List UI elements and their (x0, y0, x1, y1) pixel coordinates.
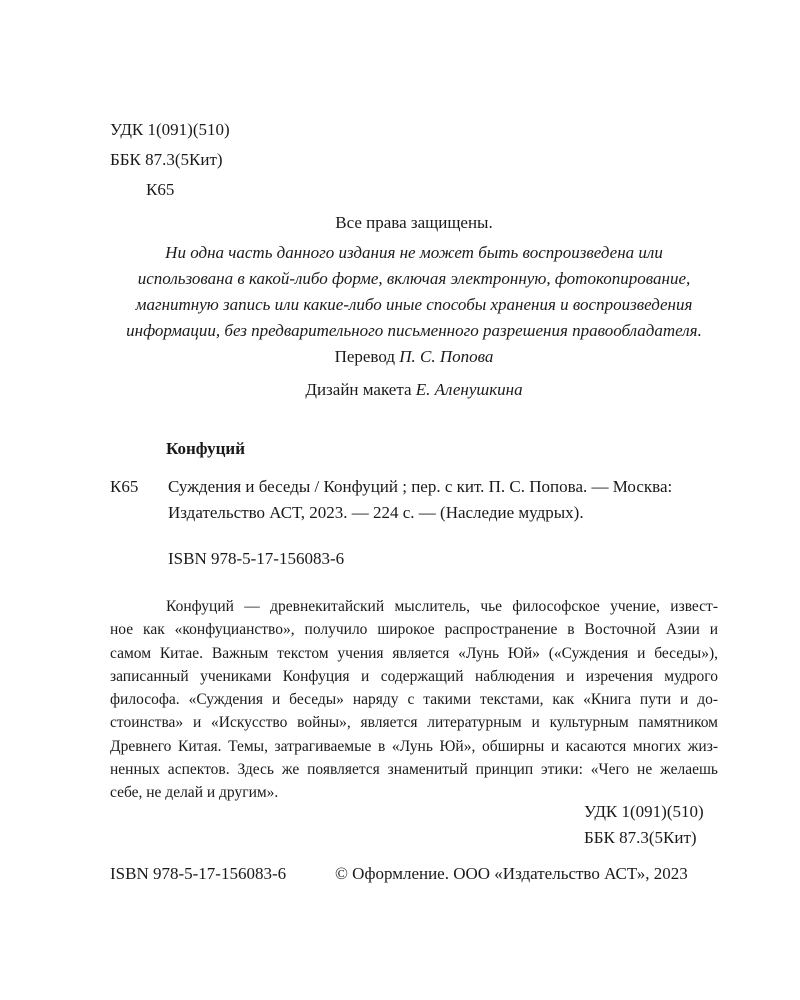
index-udk: УДК 1(091)(510) (584, 802, 704, 821)
annotation (110, 595, 718, 805)
biblio-author: Конфуций (166, 439, 245, 458)
annotation-line: ное как «конфуцианство», получило широкое распространение в Восточной Азии и (110, 621, 718, 639)
translation-label: Перевод (334, 347, 396, 366)
annotation-line: ненных аспектов. Здесь же появляется знаменитый принцип этики: «Чего не желаешь (110, 761, 718, 779)
rights-notice-line: магнитную запись или какие-либо иные способы хранения и воспроизведения (135, 295, 693, 314)
footer-copyright: © Оформление. ООО «Издательство АСТ», 2023 (335, 864, 688, 883)
biblio-publisher-line: Издательство АСТ, 2023. — 224 с. — (Наследие мудрых). (168, 503, 584, 522)
rights-notice-line: информации, без предварительного письменного разрешения правообладателя. (126, 321, 702, 340)
design-credit (110, 378, 718, 402)
biblio-mark: К65 (110, 477, 139, 496)
annotation-line: Древнего Китая. Темы, затрагиваемые в «Лунь Юй», обширны и касаются многих жиз- (110, 737, 718, 755)
biblio-isbn: ISBN 978-5-17-156083-6 (168, 549, 345, 568)
index-bbk: ББК 87.3(5Кит) (584, 828, 697, 847)
annotation-line: себе, не делай и другим». (110, 784, 279, 802)
annotation-line: философа. «Суждения и беседы» наряду с такими текстами, как «Книга пути и до- (110, 691, 718, 709)
translator-name: П. С. Попова (399, 347, 494, 366)
annotation-line: самом Китае. Важным текстом учения является «Лунь Юй» («Суждения и беседы»), (110, 644, 718, 662)
biblio-title-line: Суждения и беседы / Конфуций ; пер. с кит. П. С. Попова. — Москва: (168, 477, 673, 496)
rights-notice-line: использована в какой-либо форме, включая электронную, фотокопирование, (137, 269, 691, 288)
rights-notice (110, 240, 718, 344)
bbk-code: ББК 87.3(5Кит) (110, 150, 223, 169)
design-label: Дизайн макета (305, 380, 412, 399)
annotation-line: Конфуций — древнекитайский мыслитель, чье философское учение, извест- (166, 598, 718, 615)
author-mark: К65 (146, 180, 175, 199)
translation-credit (110, 345, 718, 369)
annotation-line: стоинства» и «Искусство войны», является литературным и культурным памятником (110, 714, 718, 732)
rights-notice-line: Ни одна часть данного издания не может быть воспроизведена или (165, 243, 663, 262)
footer-isbn: ISBN 978-5-17-156083-6 (110, 864, 287, 883)
rights-title: Все права защищены. (335, 213, 493, 232)
udk-code: УДК 1(091)(510) (110, 120, 230, 139)
annotation-line: записанный учениками Конфуция и содержащий наблюдения и изречения мудрого (110, 667, 718, 685)
designer-name: Е. Аленушкина (415, 380, 523, 399)
